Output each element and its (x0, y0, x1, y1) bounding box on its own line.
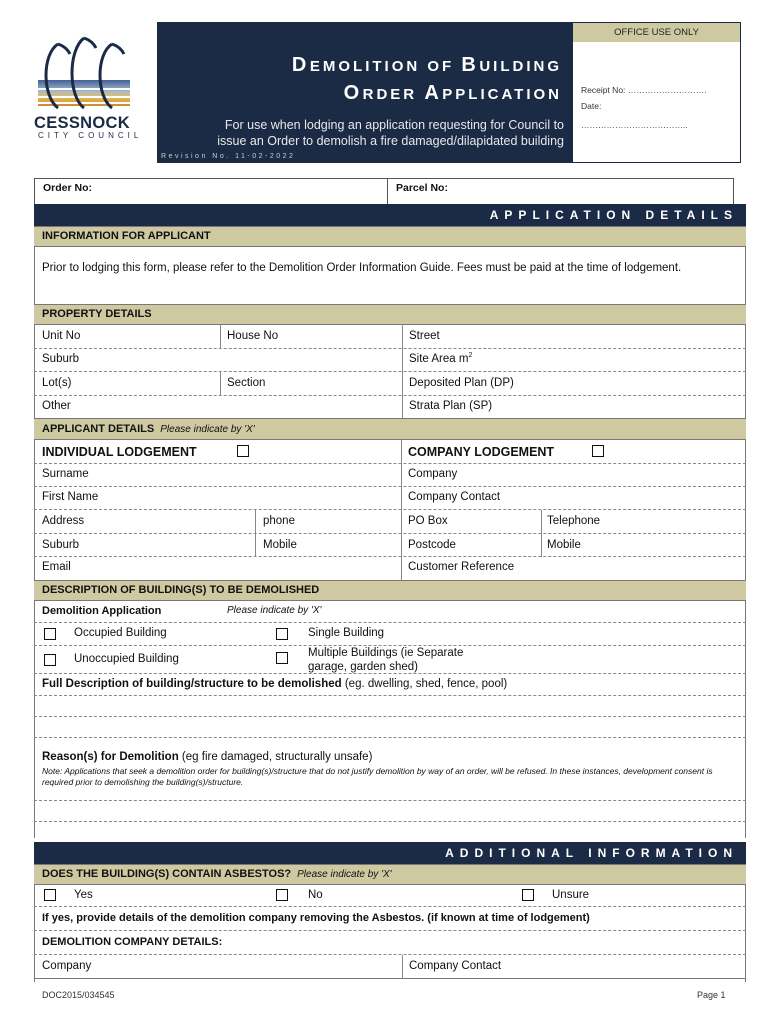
demolition-company-field[interactable]: Company (42, 960, 92, 972)
demolition-note: Note: Applications that seek a demolition order for building(s)/structure that do not justify demolition by way of an order, will be refused. In these instances, development consent is required prior to demolishing the building(s)/structure. (42, 766, 713, 787)
parcel-no-field[interactable]: Parcel No: (387, 179, 733, 204)
property-row-4 (34, 396, 746, 418)
office-use-box (572, 22, 741, 163)
divider (255, 510, 256, 557)
information-text: Prior to lodging this form, please refer to the Demolition Order Information Guide. Fees must be paid at the time of lodgement. (42, 262, 682, 274)
description-blank-line[interactable] (34, 696, 746, 717)
full-description-label: Full Description of building/structure to be demolished (eg. dwelling, shed, fence, pool) (42, 678, 508, 690)
additional-information-header: ADDITIONAL INFORMATION (34, 842, 746, 864)
reason-label: Reason(s) for Demolition (eg fire damaged, structurally unsafe) (42, 751, 373, 763)
document-number: DOC2015/034545 (42, 990, 115, 1000)
property-details-bar: PROPERTY DETAILS (34, 304, 746, 325)
form-subtitle: For use when lodging an application requesting for Council to issue an Order to demolish a fire damaged/dilapidated building (217, 118, 564, 148)
asbestos-yes-checkbox[interactable] (44, 889, 56, 901)
information-bar: INFORMATION FOR APPLICANT (34, 226, 746, 247)
receipt-no-field[interactable]: Receipt No: ………………………. (581, 85, 707, 95)
suburb-field[interactable]: Suburb (42, 353, 80, 365)
mobile-field[interactable]: Mobile (263, 539, 297, 551)
property-row-2 (34, 349, 746, 372)
single-building-label: Single Building (308, 627, 385, 639)
asbestos-no-label: No (308, 889, 323, 901)
demolition-company-details-label: DEMOLITION COMPANY DETAILS: (42, 936, 223, 948)
first-name-field[interactable]: First Name (42, 491, 99, 503)
reason-blank-line[interactable] (34, 801, 746, 822)
revision-number: Revision No. 11-02-2022 (161, 153, 296, 160)
demolition-application-label: Demolition Application (42, 605, 162, 617)
strata-plan-field[interactable]: Strata Plan (SP) (409, 400, 493, 412)
surname-field[interactable]: Surname (42, 468, 89, 480)
divider (541, 510, 542, 557)
lots-field[interactable]: Lot(s) (42, 377, 72, 389)
customer-reference-field[interactable]: Customer Reference (408, 561, 515, 573)
logo-wordmark: CESSNOCK (34, 114, 130, 132)
building-type-row-1 (34, 623, 746, 646)
company-field[interactable]: Company (408, 468, 458, 480)
applicant-row-2 (34, 487, 746, 510)
email-field[interactable]: Email (42, 561, 71, 573)
applicant-details-bar: APPLICANT DETAILS Please indicate by 'X' (34, 418, 746, 440)
asbestos-options-row (34, 885, 746, 907)
date-label: Date: (581, 101, 602, 111)
asbestos-yes-label: Yes (74, 889, 93, 901)
unoccupied-building-label: Unoccupied Building (74, 653, 179, 665)
order-parcel-row (34, 178, 734, 204)
telephone-field[interactable]: Telephone (547, 515, 601, 527)
divider (220, 372, 221, 396)
lodgement-type-row (34, 440, 746, 464)
form-title: DEMOLITION OF BUILDING ORDER APPLICATION (291, 54, 562, 104)
address-field[interactable]: Address (42, 515, 85, 527)
individual-lodgement-label: INDIVIDUAL LODGEMENT (42, 445, 197, 459)
multiple-buildings-checkbox[interactable] (276, 652, 288, 664)
office-use-title: OFFICE USE ONLY (573, 23, 740, 42)
logo-subtitle: CITY COUNCIL (38, 131, 143, 140)
applicant-row-5 (34, 557, 746, 580)
page-number: Page 1 (697, 990, 726, 1000)
asbestos-unsure-label: Unsure (552, 889, 590, 901)
demolition-application-row (34, 601, 746, 623)
section-field[interactable]: Section (227, 377, 266, 389)
other-field[interactable]: Other (42, 400, 71, 412)
date-field[interactable]: ……………………………….. (581, 120, 688, 130)
divider (402, 325, 403, 418)
application-details-header: APPLICATION DETAILS (34, 204, 746, 226)
description-bar: DESCRIPTION OF BUILDING(S) TO BE DEMOLISHED (34, 580, 746, 601)
full-description-row[interactable] (34, 674, 746, 696)
company-lodgement-checkbox[interactable] (592, 445, 604, 457)
divider (401, 440, 402, 580)
unoccupied-building-checkbox[interactable] (44, 654, 56, 666)
site-area-field[interactable]: Site Area $m^2$ (409, 352, 473, 365)
phone-field[interactable]: phone (263, 515, 295, 527)
property-row-1 (34, 325, 746, 349)
building-type-row-2 (34, 646, 746, 674)
applicant-row-4 (34, 534, 746, 557)
company-lodgement-label: COMPANY LODGEMENT (408, 445, 555, 459)
form-header (157, 22, 572, 163)
po-box-field[interactable]: PO Box (408, 515, 448, 527)
description-blank-line[interactable] (34, 717, 746, 738)
applicant-row-3 (34, 510, 746, 534)
asbestos-bar: DOES THE BUILDING(S) CONTAIN ASBESTOS? Please indicate by 'X' (34, 864, 746, 885)
asbestos-no-checkbox[interactable] (276, 889, 288, 901)
occupied-building-label: Occupied Building (74, 627, 167, 639)
street-field[interactable]: Street (409, 330, 440, 342)
multiple-buildings-label: Multiple Buildings (ie Separate garage, garden shed) (308, 647, 464, 673)
single-building-checkbox[interactable] (276, 628, 288, 640)
indicate-hint: Please indicate by 'X' (227, 605, 322, 616)
property-row-3 (34, 372, 746, 396)
applicant-suburb-field[interactable]: Suburb (42, 539, 80, 551)
demolition-company-row (34, 955, 746, 979)
asbestos-unsure-checkbox[interactable] (522, 889, 534, 901)
company-mobile-field[interactable]: Mobile (547, 539, 581, 551)
demolition-company-contact-field[interactable]: Company Contact (409, 960, 502, 972)
divider (402, 955, 403, 979)
unit-no-field[interactable]: Unit No (42, 330, 81, 342)
if-yes-row (34, 907, 746, 931)
demolition-company-details-row (34, 931, 746, 955)
occupied-building-checkbox[interactable] (44, 628, 56, 640)
if-yes-label: If yes, provide details of the demolition company removing the Asbestos. (if known at time of lodgement) (42, 912, 590, 924)
individual-lodgement-checkbox[interactable] (237, 445, 249, 457)
divider (220, 325, 221, 349)
house-no-field[interactable]: House No (227, 330, 279, 342)
postcode-field[interactable]: Postcode (408, 539, 456, 551)
applicant-row-1 (34, 464, 746, 487)
company-contact-field[interactable]: Company Contact (408, 491, 501, 503)
order-no-field[interactable]: Order No: (43, 182, 93, 194)
deposited-plan-field[interactable]: Deposited Plan (DP) (409, 377, 514, 389)
